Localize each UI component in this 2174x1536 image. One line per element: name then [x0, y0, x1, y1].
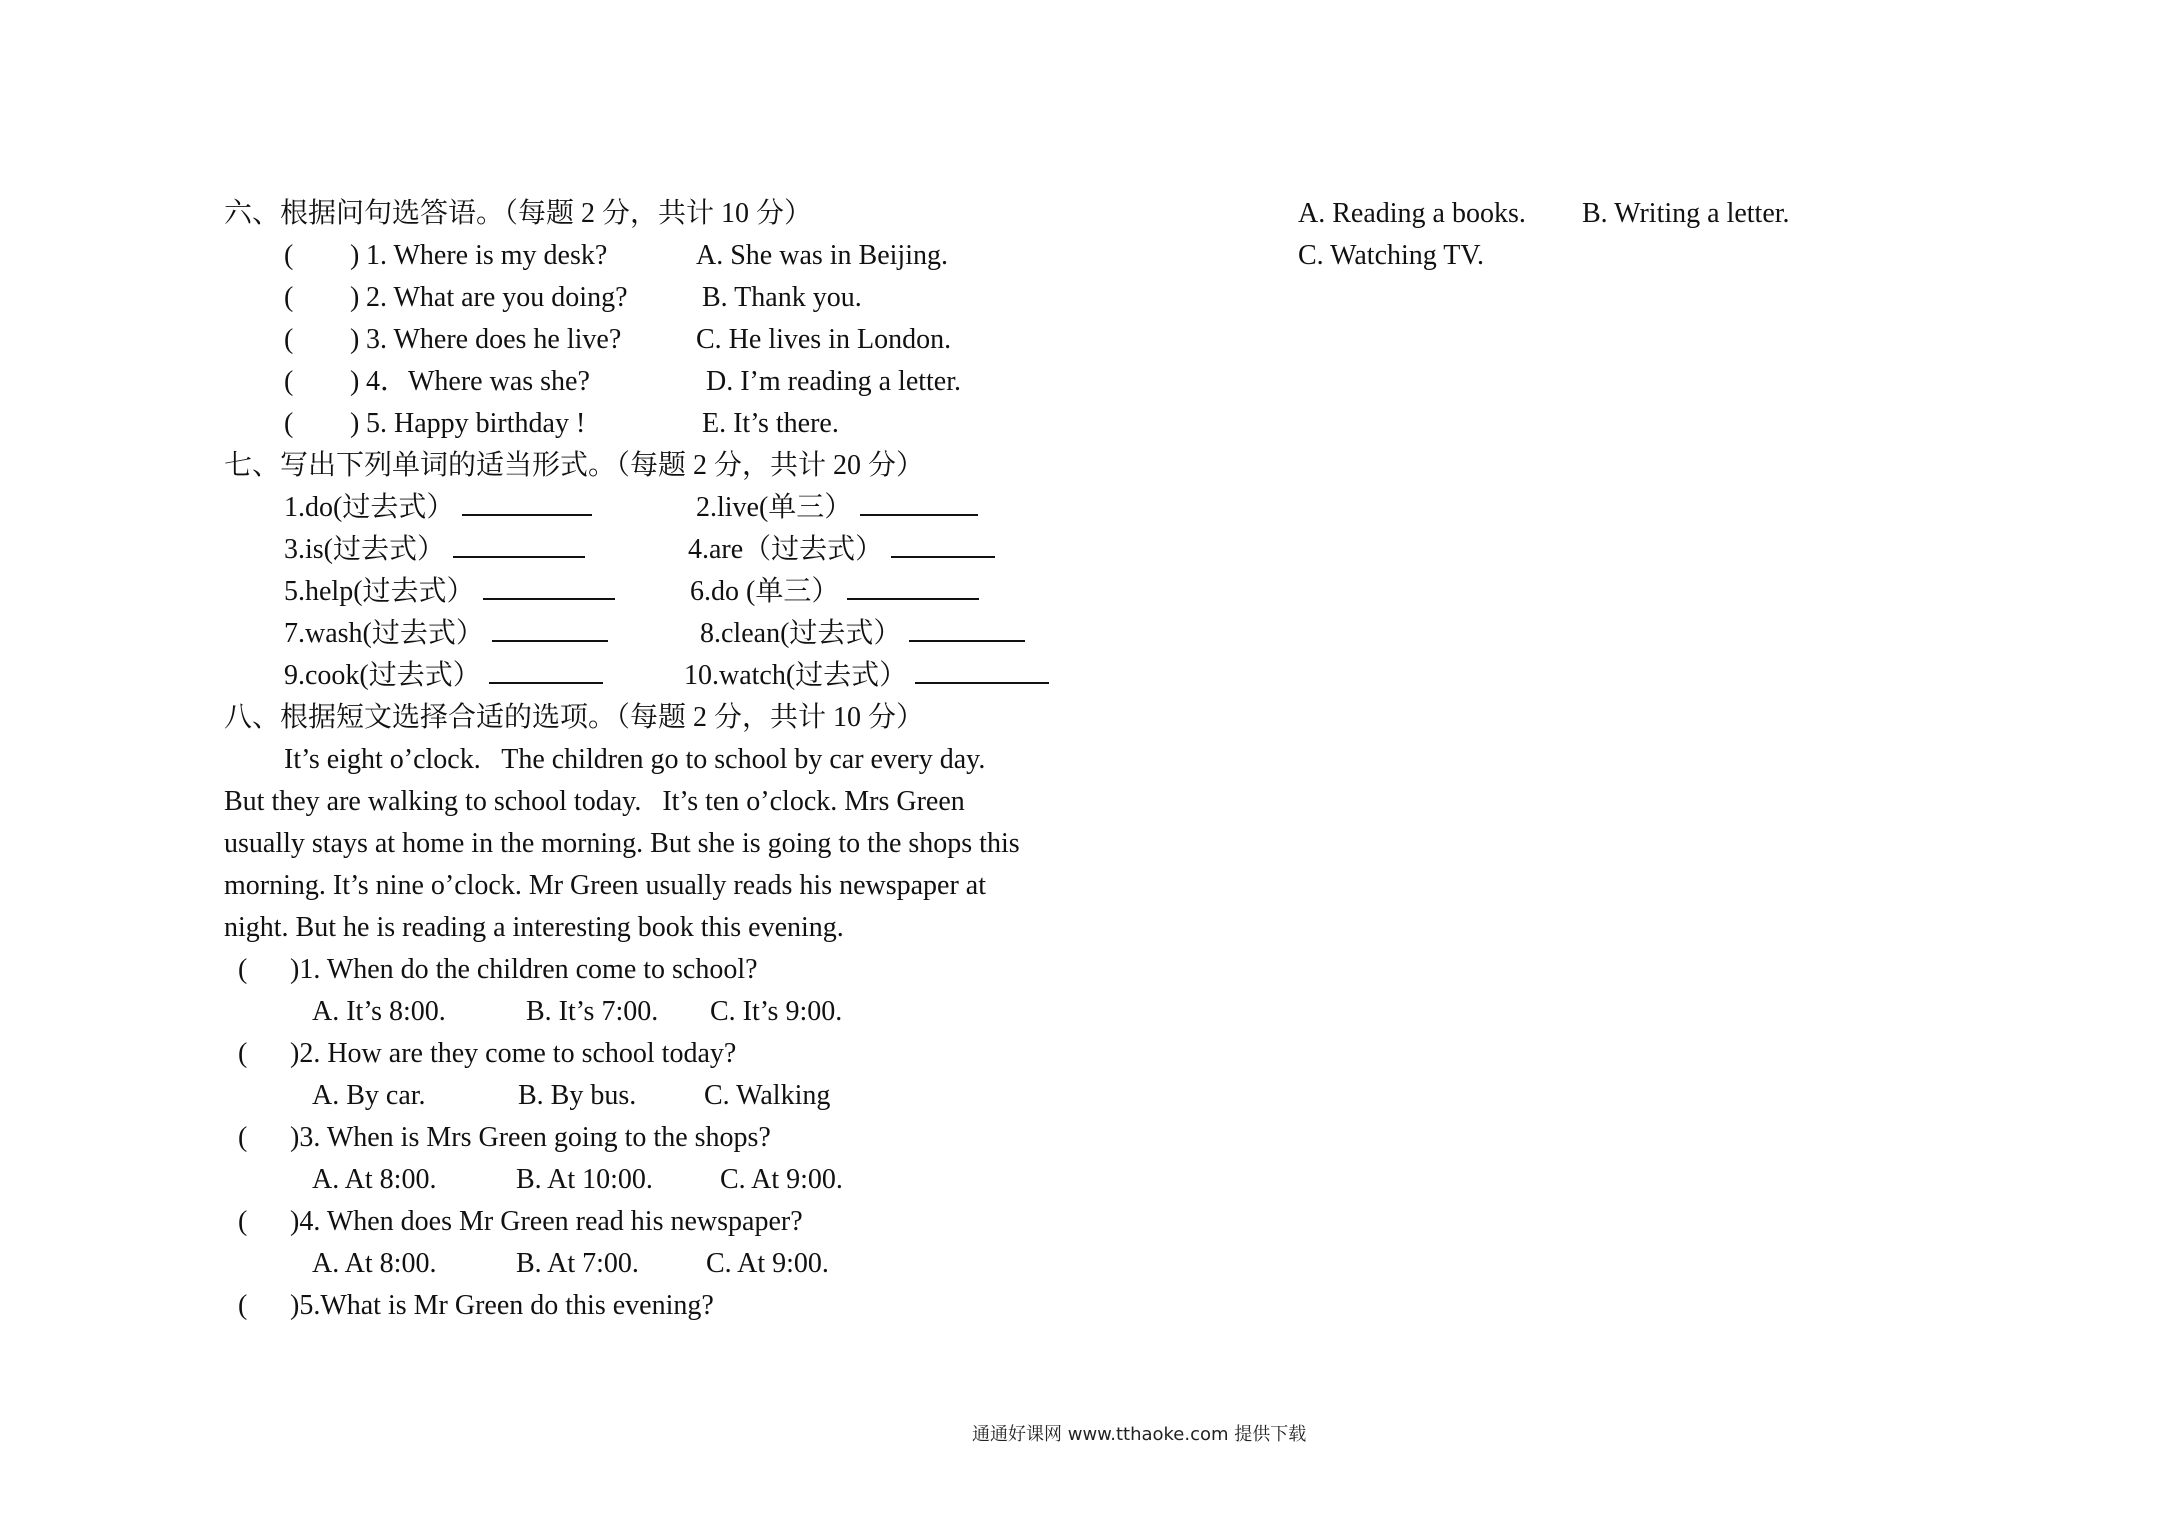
word-form-item — [700, 613, 1025, 655]
answer-bracket[interactable]: ( — [284, 324, 294, 355]
answer-blank[interactable] — [847, 572, 979, 600]
answer-option: A. She was in Beijing. — [696, 240, 948, 271]
option-c: C. Walking — [704, 1080, 831, 1111]
word-form-item — [284, 529, 585, 571]
passage-line: It’s eight o’clock. The children go to school by car every day. — [284, 744, 986, 775]
answer-blank[interactable] — [909, 614, 1025, 642]
answer-bracket[interactable]: ( — [284, 366, 294, 397]
answer-blank[interactable] — [915, 656, 1049, 684]
option-a: A. At 8:00. — [312, 1248, 437, 1279]
option-a: A. Reading a books. — [1298, 198, 1526, 229]
option-b: B. At 10:00. — [516, 1164, 653, 1195]
option-c: C. Watching TV. — [1298, 240, 1484, 271]
bracket-close: ) — [350, 408, 360, 439]
answer-blank[interactable] — [891, 530, 995, 558]
word-form-label: 1.do(过去式） — [284, 492, 455, 523]
option-a: A. By car. — [312, 1080, 426, 1111]
question-text: )1. When do the children come to school? — [290, 954, 758, 985]
word-form-item — [284, 655, 603, 697]
passage-line: usually stays at home in the morning. But she is going to the shops this — [224, 828, 1020, 859]
bracket-close: ) — [350, 240, 360, 271]
word-form-label: 2.live(单三） — [696, 492, 853, 523]
passage-line: morning. It’s nine o’clock. Mr Green usually reads his newspaper at — [224, 870, 987, 901]
word-form-item — [284, 487, 592, 529]
question-text: 5. Happy birthday ! — [366, 408, 586, 439]
word-form-label: 10.watch(过去式） — [684, 660, 908, 691]
answer-bracket[interactable]: ( — [284, 282, 294, 313]
question-text: )2. How are they come to school today? — [290, 1038, 737, 1069]
word-form-item — [284, 571, 615, 613]
bracket-close: ) — [350, 282, 360, 313]
question-text: 3. Where does he live? — [366, 324, 622, 355]
answer-blank[interactable] — [860, 488, 978, 516]
option-b: B. By bus. — [518, 1080, 637, 1111]
word-form-label: 8.clean(过去式） — [700, 618, 902, 649]
question-text: 2. What are you doing? — [366, 282, 628, 313]
answer-bracket[interactable]: ( — [238, 1206, 248, 1237]
option-a: A. At 8:00. — [312, 1164, 437, 1195]
answer-option: B. Thank you. — [702, 282, 862, 313]
word-form-item — [688, 529, 995, 571]
bracket-close: ) — [350, 324, 360, 355]
option-b: B. Writing a letter. — [1582, 198, 1790, 229]
answer-bracket[interactable]: ( — [284, 240, 294, 271]
passage-line: But they are walking to school today. It’s ten o’clock. Mrs Green — [224, 786, 965, 817]
question-text: 4．Where was she? — [366, 366, 590, 397]
answer-blank[interactable] — [483, 572, 615, 600]
answer-blank[interactable] — [489, 656, 603, 684]
footer-source: 通通好课网 www.tthaoke.com 提供下载 — [972, 1424, 1307, 1445]
answer-blank[interactable] — [492, 614, 608, 642]
section6-heading: 六、根据问句选答语。（每题 2 分，共计 10 分） — [224, 198, 813, 229]
word-form-item — [696, 487, 978, 529]
answer-option: E. It’s there. — [702, 408, 839, 439]
passage-line: night. But he is reading a interesting book this evening. — [224, 912, 844, 943]
bracket-close: ) — [350, 366, 360, 397]
answer-bracket[interactable]: ( — [238, 954, 248, 985]
option-c: C. It’s 9:00. — [710, 996, 843, 1027]
answer-option: C. He lives in London. — [696, 324, 952, 355]
word-form-item — [284, 613, 608, 655]
option-b: B. It’s 7:00. — [526, 996, 659, 1027]
section7-heading: 七、写出下列单词的适当形式。（每题 2 分，共计 20 分） — [224, 450, 925, 481]
word-form-item — [690, 571, 979, 613]
option-b: B. At 7:00. — [516, 1248, 639, 1279]
option-c: C. At 9:00. — [706, 1248, 829, 1279]
answer-bracket[interactable]: ( — [238, 1122, 248, 1153]
question-text: )5.What is Mr Green do this evening? — [290, 1290, 714, 1321]
word-form-label: 4.are（过去式） — [688, 534, 884, 565]
word-form-label: 6.do (单三） — [690, 576, 840, 607]
word-form-label: 5.help(过去式） — [284, 576, 475, 607]
word-form-label: 9.cook(过去式） — [284, 660, 481, 691]
word-form-item — [684, 655, 1049, 697]
question-text: )4. When does Mr Green read his newspaper? — [290, 1206, 803, 1237]
section8-heading: 八、根据短文选择合适的选项。（每题 2 分，共计 10 分） — [224, 702, 925, 733]
question-text: )3. When is Mrs Green going to the shops? — [290, 1122, 771, 1153]
answer-blank[interactable] — [453, 530, 585, 558]
answer-bracket[interactable]: ( — [238, 1038, 248, 1069]
answer-bracket[interactable]: ( — [284, 408, 294, 439]
word-form-label: 7.wash(过去式） — [284, 618, 484, 649]
word-form-label: 3.is(过去式） — [284, 534, 446, 565]
option-c: C. At 9:00. — [720, 1164, 843, 1195]
answer-option: D. I’m reading a letter. — [706, 366, 962, 397]
answer-bracket[interactable]: ( — [238, 1290, 248, 1321]
option-a: A. It’s 8:00. — [312, 996, 446, 1027]
answer-blank[interactable] — [462, 488, 592, 516]
question-text: 1. Where is my desk? — [366, 240, 608, 271]
